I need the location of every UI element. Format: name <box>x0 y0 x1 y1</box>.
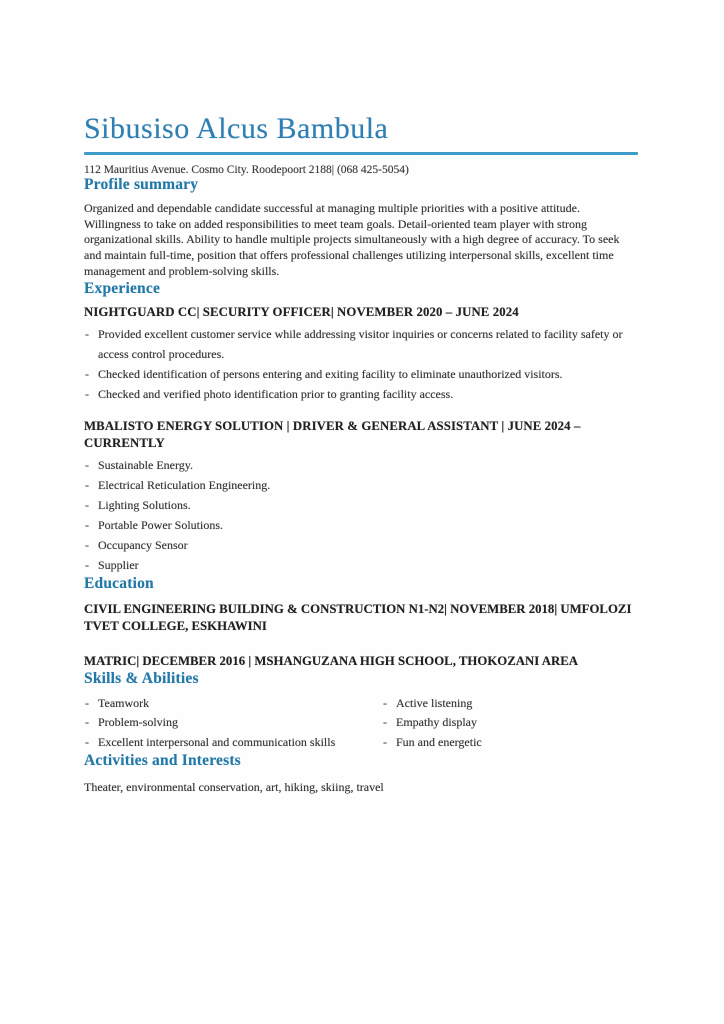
bullet-dash-icon: - <box>85 387 89 402</box>
job-bullet-item <box>84 535 638 555</box>
education-entry-list <box>84 601 638 670</box>
job-title: NIGHTGUARD CC| SECURITY OFFICER| NOVEMBER 2020 – JUNE 2024 <box>84 304 519 319</box>
job-bullet-text: Electrical Reticulation Engineering. <box>98 478 271 493</box>
skills-grid <box>84 694 638 753</box>
section-heading-profile-summary: Profile summary <box>84 176 199 193</box>
activities-interests-text: Theater, environmental conservation, art, hiking, skiing, travel <box>84 780 384 795</box>
bullet-dash-icon: - <box>85 367 89 382</box>
bullet-dash-icon: - <box>383 734 387 749</box>
experience-job-list <box>84 304 638 576</box>
page-title: Sibusiso Alcus Bambula <box>84 112 389 145</box>
section-heading-experience: Experience <box>84 279 161 297</box>
skill-item <box>382 713 638 733</box>
contact-line: 112 Mauritius Avenue. Cosmo City. Roodepoort 2188| (068 425-5054) <box>84 164 409 176</box>
skill-item <box>84 694 382 714</box>
job-title: MBALISTO ENERGY SOLUTION | DRIVER & GENERAL ASSISTANT | JUNE 2024 – CURRENTLY <box>84 419 581 450</box>
job-bullet-text: Checked identification of persons entering and exiting facility to eliminate unauthorized visitors. <box>98 367 563 382</box>
section-heading-education: Education <box>84 575 154 593</box>
job-bullet-item <box>84 364 638 384</box>
skill-item-text: Fun and energetic <box>396 734 482 749</box>
skills-column-left <box>84 694 382 753</box>
job-bullet-text: Provided excellent customer service while addressing visitor inquiries or concerns related to facility safety or access control procedures. <box>98 327 623 362</box>
bullet-dash-icon: - <box>85 478 89 493</box>
skill-item-text: Teamwork <box>98 695 150 710</box>
skill-item-text: Problem-solving <box>98 715 178 730</box>
job-bullet-text: Supplier <box>98 558 139 573</box>
experience-job <box>84 304 638 405</box>
skills-column-right <box>382 694 638 753</box>
job-bullet-text: Checked and verified photo identification prior to granting facility access. <box>98 387 454 402</box>
skill-item <box>382 694 638 714</box>
skill-item <box>382 733 638 753</box>
bullet-dash-icon: - <box>383 715 387 730</box>
skill-item-text: Active listening <box>396 695 473 710</box>
skill-item <box>84 733 382 753</box>
bullet-dash-icon: - <box>85 695 89 710</box>
job-bullet-list <box>84 455 638 575</box>
skill-item <box>84 713 382 733</box>
job-bullet-item <box>84 555 638 575</box>
bullet-dash-icon: - <box>383 695 387 710</box>
job-bullet-list <box>84 324 638 404</box>
skill-item-text: Empathy display <box>396 715 477 730</box>
bullet-dash-icon: - <box>85 538 89 553</box>
job-bullet-item <box>84 515 638 535</box>
section-heading-activities-interests: Activities and Interests <box>84 752 241 770</box>
education-entry: CIVIL ENGINEERING BUILDING & CONSTRUCTION N1-N2| NOVEMBER 2018| UMFOLOZI TVET COLLEGE, ESKHAWINI <box>84 602 632 633</box>
bullet-dash-icon: - <box>85 327 89 342</box>
bullet-dash-icon: - <box>85 558 89 573</box>
education-entry: MATRIC| DECEMBER 2016 | MSHANGUZANA HIGH SCHOOL, THOKOZANI AREA <box>84 654 578 669</box>
job-bullet-text: Sustainable Energy. <box>98 458 193 473</box>
job-bullet-item <box>84 324 638 364</box>
bullet-dash-icon: - <box>85 498 89 513</box>
skill-item-text: Excellent interpersonal and communication skills <box>98 734 336 749</box>
section-heading-skills-abilities: Skills & Abilities <box>84 669 199 687</box>
experience-job <box>84 418 638 575</box>
bullet-dash-icon: - <box>85 715 89 730</box>
job-bullet-item <box>84 495 638 515</box>
bullet-dash-icon: - <box>85 458 89 473</box>
header-divider <box>84 152 638 155</box>
profile-summary-text: Organized and dependable candidate successful at managing multiple priorities with a positive attitude. Willingness to take on added responsibilities to meet team goals. Detail-oriented team player with strong organizational skills. Ability to handle multiple projects simultaneously with a high degree of accuracy. To seek and maintain full-time, position that offers professional challenges utilizing interpersonal skills, excellent time management and problem-solving skills. <box>84 201 620 278</box>
job-bullet-item <box>84 475 638 495</box>
job-bullet-item <box>84 455 638 475</box>
job-bullet-item <box>84 384 638 404</box>
job-bullet-text: Lighting Solutions. <box>98 498 191 513</box>
job-bullet-text: Occupancy Sensor <box>98 538 188 553</box>
bullet-dash-icon: - <box>85 734 89 749</box>
job-bullet-text: Portable Power Solutions. <box>98 518 223 533</box>
bullet-dash-icon: - <box>85 518 89 533</box>
